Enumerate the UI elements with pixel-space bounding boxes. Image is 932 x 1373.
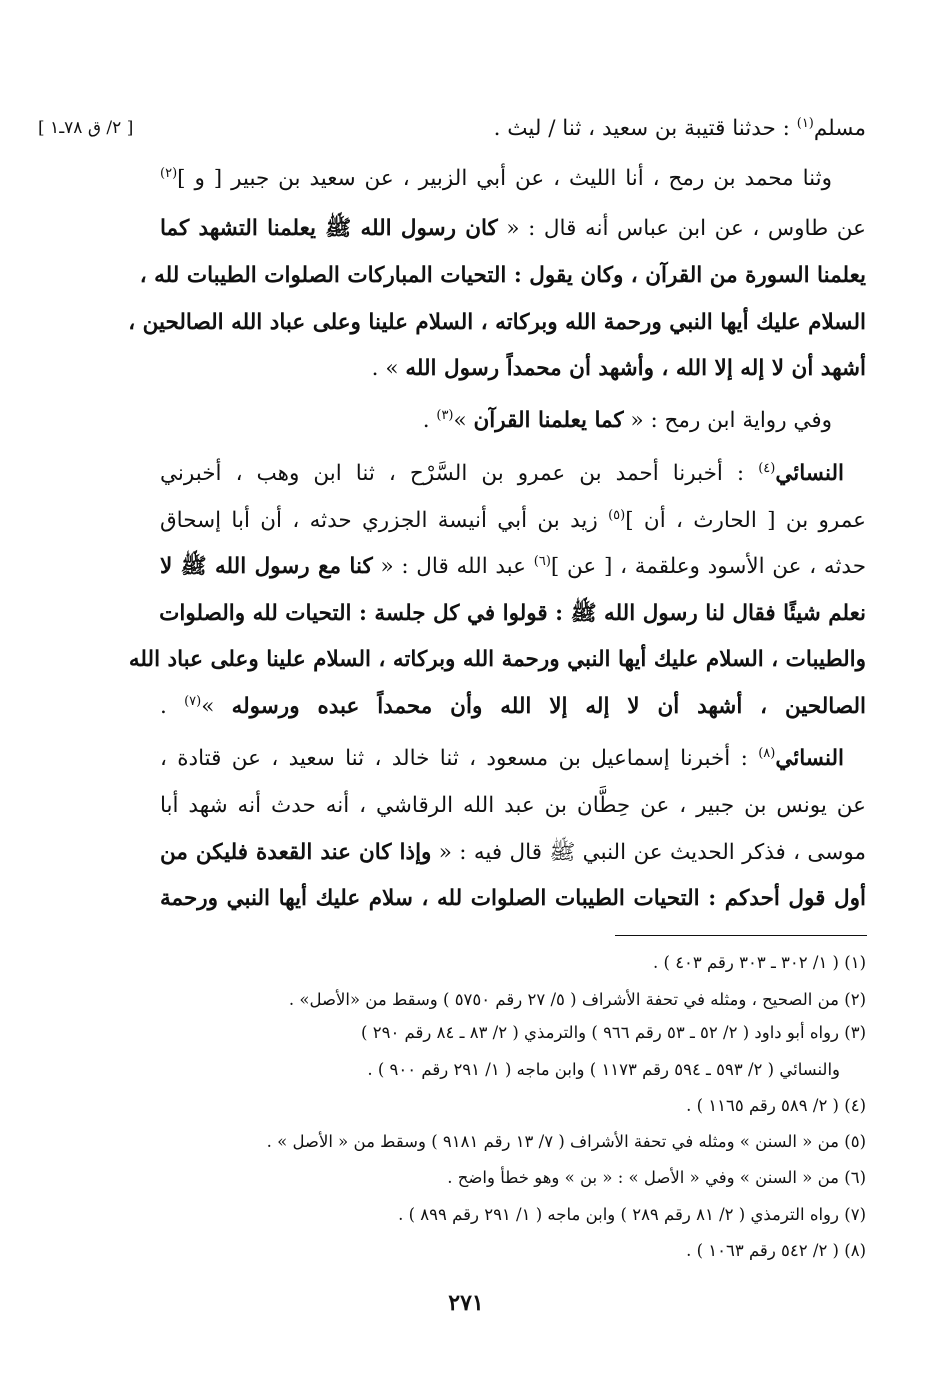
text-run: حدثه ، عن الأسود وعلقمة ، [ عن ] [550,554,867,579]
text-line [128,310,866,335]
text-run: عن طاوس ، عن ابن عباس أنه قال : « [497,216,866,241]
text-run: النسائي [775,461,844,486]
text-run: : حدثنا قتيبة بن سعيد ، ثنا / ليث . [493,116,797,141]
text-line [160,842,866,864]
text-run: » [201,694,232,719]
text-line [160,795,866,817]
text-run: موسى ، فذكر الحديث عن النبي ﷺ قال فيه : « [431,840,866,865]
text-run: كما يعلمنا القرآن [473,408,624,433]
text-run: وفي رواية ابن رمح : « [623,408,832,433]
footnote-ref: (٧) [184,693,202,709]
text-run: وإذا كان عند القعدة فليكن من [160,840,432,865]
footnote-ref: (٦) [533,553,551,569]
text-run: عبد الله قال : « [372,554,534,579]
text-line [160,888,866,910]
footnote-ref: (٥) [608,507,626,523]
footnote-ref: (٨) [758,745,776,761]
text-line [160,460,844,486]
footnote: (١) ( ١/ ٣٠٢ ـ ٣٠٣ رقم ٤٠٣ ) . [653,953,866,972]
text-run: كنا مع رسول الله ﷺ لا [160,554,373,579]
text-line [160,603,866,625]
text-line [139,263,866,288]
footnote: (٥) من « السنن » ومثله في تحفة الأشراف ( ٧/ ١٣ رقم ٩١٨١ ) وسقط من « الأصل » . [266,1132,866,1151]
text-run: السلام عليك أيها النبي ورحمة الله وبركاته ، السلام علينا وعلى عباد الله الصالحين ، [128,310,866,335]
text-run: : أخبرنا أحمد بن عمرو بن السَّرْح ، ثنا ابن وهب ، أخبرني [160,461,759,486]
footnote-separator [615,935,867,936]
text-line [160,218,866,240]
footnote: (٧) رواه الترمذي ( ٢/ ٨١ رقم ٢٨٩ ) وابن ماجه ( ١/ ٢٩١ رقم ٨٩٩ ) . [398,1205,866,1224]
text-run: الصالحين ، أشهد أن لا إله إلا الله وأن محمداً عبده ورسوله [231,694,866,719]
text-run: عمرو بن [ الحارث ، أن ] [625,508,866,533]
text-run: النسائي [775,746,844,771]
text-run: عن يونس بن جبير ، عن حِطَّان بن عبد الله الرقاشي ، أنه حدث أنه شهد أبا [160,793,866,818]
footnote-ref: (٢) [160,165,178,181]
text-run: نعلم شيئًا فقال لنا رسول الله ﷺ : قولوا في كل جلسة : التحيات لله والصلوات [159,601,866,626]
footnote: (٨) ( ٢/ ٥٤٢ رقم ١٠٦٣ ) . [686,1241,866,1260]
footnote: (٣) رواه أبو داود ( ٢/ ٥٢ ـ ٥٣ رقم ٩٦٦ ) والترمذي ( ٢/ ٨٣ ـ ٨٤ رقم ٢٩٠ ) [361,1023,866,1042]
footnote: (٢) من الصحيح ، ومثله في تحفة الأشراف ( ٥/ ٢٧ رقم ٥٧٥٠ ) وسقط من «الأصل» . [288,990,866,1009]
text-run: والطيبات ، السلام عليك أيها النبي ورحمة الله وبركاته ، السلام علينا وعلى عباد الله [128,647,866,672]
manuscript-marker: [ ٢/ ق ٧٨ـ١ ] [38,118,134,138]
text-run: » . [371,356,406,381]
text-line [160,553,867,579]
footnote: والنسائي ( ٢/ ٥٩٣ ـ ٥٩٤ رقم ١١٧٣ ) وابن ماجه ( ١/ ٢٩١ رقم ٩٠٠ ) . [367,1060,840,1079]
text-line [160,693,866,719]
footnote-ref: (١) [796,115,814,131]
text-run: . [422,408,437,433]
text-line [422,407,832,433]
text-line [372,358,866,380]
text-line [160,165,832,191]
text-run: أشهد أن لا إله إلا الله ، وأشهد أن محمداً رسول الله [405,356,866,381]
footnote-ref: (٤) [758,460,776,476]
text-run: مسلم [813,116,866,141]
text-line [128,647,866,672]
text-run: كان رسول الله ﷺ يعلمنا التشهد كما [160,216,498,241]
footnote: (٦) من « السنن » وفي « الأصل » : « بن » وهو خطأ واضح . [447,1168,866,1187]
text-run: زيد بن أبي أنيسة الجزري حدثه ، أن أبا إسحاق [160,508,609,533]
text-run: : أخبرنا إسماعيل بن مسعود ، ثنا خالد ، ثنا سعيد ، عن قتادة ، [160,746,759,771]
text-run: وثنا محمد بن رمح ، أنا الليث ، عن أبي الزبير ، عن سعيد بن جبير [ و ] [177,166,832,191]
text-line [493,115,866,141]
footnote-ref: (٣) [436,407,454,423]
footnote: (٤) ( ٢/ ٥٨٩ رقم ١١٦٥ ) . [686,1096,866,1115]
text-run: يعلمنا السورة من القرآن ، وكان يقول : التحيات المباركات الصلوات الطيبات لله ، [139,263,866,288]
text-run: . [160,694,185,719]
text-line [160,745,844,771]
text-run: أول قول أحدكم : التحيات الطيبات الصلوات لله ، سلام عليك أيها النبي ورحمة [160,886,866,911]
text-run: » [453,408,474,433]
page-number: ٢٧١ [448,1290,484,1316]
text-line [160,507,866,533]
